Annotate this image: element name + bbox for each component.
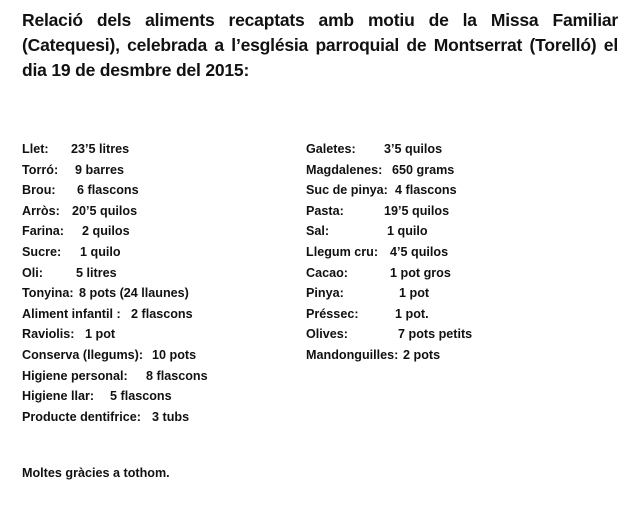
food-item-label: Arròs: — [22, 203, 60, 218]
food-item-label: Brou: — [22, 183, 56, 198]
food-item-row — [306, 324, 606, 345]
food-item-row — [22, 263, 292, 284]
food-item-quantity: 2 pots — [403, 347, 441, 362]
food-item-row — [22, 283, 292, 304]
food-item-quantity: 10 pots — [152, 347, 197, 362]
food-item-row — [22, 304, 292, 325]
food-item-quantity: 2 flascons — [131, 306, 193, 321]
document-title — [22, 8, 618, 83]
food-item-quantity: 3 tubs — [152, 409, 190, 424]
food-item-row — [22, 324, 292, 345]
food-item-label: Pinya: — [306, 286, 344, 301]
food-item-quantity: 6 flascons — [77, 183, 139, 198]
food-item-row — [22, 242, 292, 263]
food-item-label: Torró: — [22, 162, 59, 177]
left-column-list — [22, 139, 292, 427]
food-item-row — [306, 139, 606, 160]
food-item-quantity: 2 quilos — [82, 224, 130, 239]
food-item-label: Conserva (llegums): — [22, 347, 144, 362]
food-item-row — [306, 160, 606, 181]
food-item-row — [22, 139, 292, 160]
food-item-quantity: 7 pots petits — [398, 327, 473, 342]
right-column-list — [306, 139, 606, 366]
food-item-quantity: 650 grams — [392, 162, 455, 177]
food-item-quantity: 8 pots (24 llaunes) — [79, 286, 189, 301]
food-item-row — [22, 180, 292, 201]
food-item-label: Tonyina: — [22, 286, 74, 301]
food-item-label: Préssec: — [306, 306, 359, 321]
food-item-label: Cacao: — [306, 265, 348, 280]
food-item-label: Producte dentifrice: — [22, 409, 141, 424]
food-item-label: Farina: — [22, 224, 64, 239]
food-item-row — [306, 221, 606, 242]
food-item-quantity: 9 barres — [75, 162, 125, 177]
food-item-quantity: 1 quilo — [387, 224, 428, 239]
closing-thanks: Moltes gràcies a tothom. — [22, 466, 170, 480]
food-item-label: Aliment infantil : — [22, 306, 121, 321]
food-item-quantity: 8 flascons — [146, 368, 208, 383]
food-item-row — [22, 201, 292, 222]
food-item-quantity: 23’5 litres — [71, 142, 130, 156]
food-item-row — [306, 304, 606, 325]
food-item-row — [306, 345, 606, 366]
food-item-row — [306, 263, 606, 284]
food-item-quantity: 4 flascons — [395, 183, 457, 198]
food-item-quantity: 1 pot — [85, 327, 116, 342]
title-line-3: dia 19 de desmbre del 2015: — [22, 60, 250, 80]
food-item-row — [22, 386, 292, 407]
food-item-quantity: 3’5 quilos — [384, 142, 443, 156]
title-line-1: Relació dels aliments recaptats amb motiu de la Missa Familiar — [22, 10, 618, 30]
food-item-label: Mandonguilles: — [306, 347, 399, 362]
food-item-quantity: 1 pot gros — [390, 265, 451, 280]
food-item-quantity: 5 flascons — [110, 389, 172, 404]
food-item-row — [22, 345, 292, 366]
title-line-2: (Catequesi), celebrada a l’església parroquial de Montserrat (Torelló) el — [22, 35, 618, 55]
food-item-label: Suc de pinya: — [306, 183, 388, 198]
food-item-row — [22, 160, 292, 181]
food-item-label: Magdalenes: — [306, 162, 383, 177]
food-item-label: Olives: — [306, 327, 348, 342]
food-item-row — [22, 366, 292, 387]
food-item-row — [306, 201, 606, 222]
food-item-label: Oli: — [22, 265, 43, 280]
food-item-label: Sal: — [306, 224, 330, 239]
food-item-label: Galetes: — [306, 142, 356, 156]
food-item-row — [22, 221, 292, 242]
food-item-quantity: 20’5 quilos — [72, 203, 138, 218]
food-item-quantity: 4’5 quilos — [390, 244, 449, 259]
food-item-quantity: 1 pot — [399, 286, 430, 301]
food-item-label: Higiene personal: — [22, 368, 128, 383]
food-item-row — [306, 242, 606, 263]
food-item-quantity: 19’5 quilos — [384, 203, 450, 218]
food-item-row — [306, 180, 606, 201]
food-item-label: Llet: — [22, 142, 49, 156]
food-item-label: Pasta: — [306, 203, 344, 218]
food-item-label: Raviolis: — [22, 327, 75, 342]
food-item-label: Llegum cru: — [306, 244, 379, 259]
food-item-label: Higiene llar: — [22, 389, 95, 404]
food-item-row — [22, 407, 292, 428]
food-item-quantity: 1 quilo — [80, 244, 121, 259]
food-item-label: Sucre: — [22, 244, 62, 259]
food-item-quantity: 5 litres — [76, 265, 117, 280]
food-item-row — [306, 283, 606, 304]
food-item-quantity: 1 pot. — [395, 306, 429, 321]
